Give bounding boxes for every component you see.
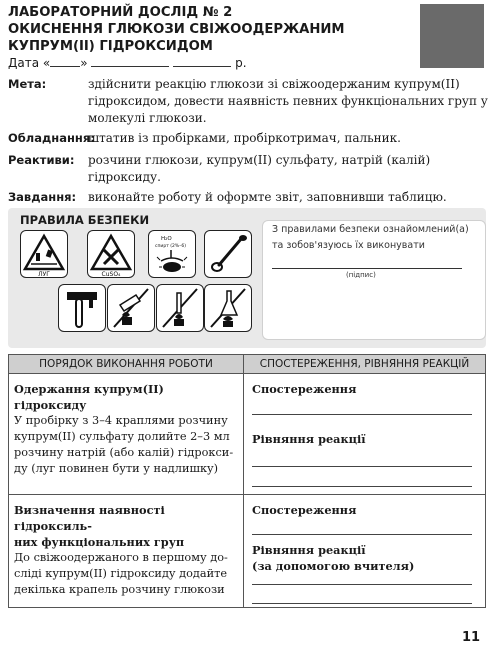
title-line-2: ОКИСНЕННЯ ГЛЮКОЗИ СВІЖООДЕРЖАНИМ <box>8 22 345 37</box>
row-2-line: декілька крапель розчину глюкози <box>14 583 225 596</box>
page-title <box>8 4 408 55</box>
row-1-heading: Одержання купрум(II) гідроксиду <box>14 382 164 412</box>
month-blank[interactable] <box>91 56 169 67</box>
date-open-quote: « <box>42 56 51 70</box>
signature-caption: (підпис) <box>346 271 376 279</box>
date-line <box>8 56 247 70</box>
signature-field[interactable] <box>272 268 462 269</box>
table-row-2-procedure <box>14 502 238 598</box>
title-line-1: ЛАБОРАТОРНИЙ ДОСЛІД № 2 <box>8 5 233 20</box>
reagents-label: Реактиви: <box>8 153 75 167</box>
no-heating-flask-icon <box>204 284 252 332</box>
h2o-label: H₂O <box>161 236 172 242</box>
reagents-text: розчини глюкози, купрум(II) сульфату, натрій (калій) гідроксиду. <box>88 153 431 184</box>
date-label: Дата <box>8 56 40 70</box>
row-1-line: ду (луг повинен бути у надлишку) <box>14 462 219 475</box>
table-row-1-procedure <box>14 381 238 477</box>
alkali-hazard-icon <box>20 230 68 278</box>
row-2-equation-note: (за допомогою вчителя) <box>252 559 415 573</box>
agreement-line-2: та зобов'язуюсь їх виконувати <box>272 240 425 251</box>
table-header-observations: СПОСТЕРЕЖЕННЯ, РІВНЯННЯ РЕАКЦІЙ <box>244 355 485 373</box>
row-1-observation-label: Спостереження <box>252 382 357 396</box>
row-1-equation-field-2[interactable] <box>252 486 472 487</box>
agreement-line-1: З правилами безпеки ознайомлений(а) <box>272 224 469 235</box>
spatula-icon <box>204 230 252 278</box>
row-divider <box>8 494 486 495</box>
row-2-line: сліді купрум(II) гідроксиду додайте <box>14 567 228 580</box>
row-1-line: купрум(II) сульфату долийте 2–3 мл <box>14 430 230 443</box>
row-2-observation-label: Спостереження <box>252 503 357 517</box>
row-2-heading: них функціональних груп <box>14 535 185 549</box>
row-2-equation-field[interactable] <box>252 584 472 585</box>
row-1-line: розчину натрій (або калій) гідрокси- <box>14 446 234 459</box>
cuso4-label: CuSO₄ <box>101 271 121 277</box>
safety-title: ПРАВИЛА БЕЗПЕКИ <box>20 213 150 227</box>
aim-label: Мета: <box>8 77 47 91</box>
title-line-3: КУПРУМ(II) ГІДРОКСИДОМ <box>8 39 213 54</box>
date-close-quote: » <box>80 56 88 70</box>
header-divider <box>8 373 486 374</box>
dilution-icon <box>148 230 196 278</box>
grade-box <box>420 4 484 68</box>
test-tube-holder-icon <box>58 284 106 332</box>
ethanol-label: спирт (2%–6) <box>155 244 187 249</box>
row-2-heading: Визначення наявності гідроксиль- <box>14 503 165 533</box>
safety-agreement-text <box>272 222 477 254</box>
alkali-label: ЛУГ <box>38 271 50 277</box>
task-label: Завдання: <box>8 190 77 204</box>
row-2-line: До свіжоодержаного в першому до- <box>14 551 228 564</box>
row-1-equation-field[interactable] <box>252 466 472 467</box>
row-2-equation-label: Рівняння реакції <box>252 543 366 557</box>
row-1-observation-field[interactable] <box>252 414 472 415</box>
table-header-procedure: ПОРЯДОК ВИКОНАННЯ РОБОТИ <box>9 355 243 373</box>
page-number: 11 <box>462 630 481 645</box>
no-heating-icon <box>156 284 204 332</box>
heating-tube-icon <box>107 284 155 332</box>
copper-sulfate-hazard-icon <box>87 230 135 278</box>
year-blank[interactable] <box>173 56 231 67</box>
year-suffix: р. <box>235 56 247 70</box>
row-1-line: У пробірку з 3–4 краплями розчину <box>14 414 228 427</box>
task-text: виконайте роботу й оформте звіт, заповнивши таблицю. <box>88 190 447 204</box>
row-1-equation-label: Рівняння реакції <box>252 432 366 446</box>
aim-text: здійснити реакцію глюкози зі свіжоодержаним купрум(II) гідроксидом, довести наявність певних функціональних груп у молекулі глюкози. <box>88 77 488 125</box>
day-blank[interactable] <box>50 56 80 67</box>
row-2-observation-field[interactable] <box>252 534 472 535</box>
column-divider <box>243 354 244 608</box>
equipment-label: Обладнання: <box>8 131 95 145</box>
equipment-text: штатив із пробірками, пробіркотримач, пальник. <box>88 131 401 145</box>
row-2-equation-field-2[interactable] <box>252 603 472 604</box>
